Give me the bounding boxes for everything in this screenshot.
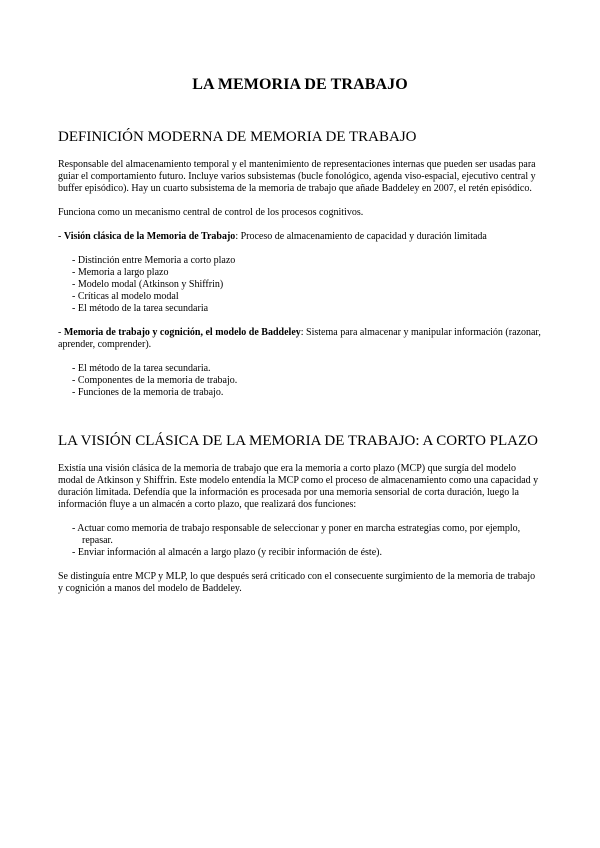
list-item: - Enviar información al almacén a largo plazo (y recibir información de éste).	[72, 547, 382, 558]
item-description: : Proceso de almacenamiento de capacidad y duración limitada	[235, 231, 487, 242]
paragraph-definicion: Responsable del almacenamiento temporal y el mantenimiento de representaciones internas que pueden ser usadas para guiar el comportamiento futuro. Incluye varios subsistemas (bucle fonológico, agenda viso-espacial, ejecutivo central y buffer episódico). Hay un cuarto subsistema de la memoria de trabajo que añade Baddeley en 2007, el retén episódico.	[58, 159, 536, 194]
section-heading-vision-clasica: LA VISIÓN CLÁSICA DE LA MEMORIA DE TRABAJO: A CORTO PLAZO	[58, 433, 538, 449]
section-heading-definicion: DEFINICIÓN MODERNA DE MEMORIA DE TRABAJO	[58, 129, 417, 145]
list-item: - Actuar como memoria de trabajo responsable de seleccionar y poner en marcha estrategias como, por ejemplo, repasar.	[72, 523, 521, 546]
item-description: : Sistema para almacenar y manipular información (razonar, aprender, comprender).	[58, 327, 541, 350]
item-bold-label: Visión clásica de la Memoria de Trabajo	[63, 231, 236, 242]
paragraph-mecanismo: Funciona como un mecanismo central de control de los procesos cognitivos.	[58, 207, 364, 218]
item-vision-clasica	[58, 231, 542, 243]
list-item: - Modelo modal (Atkinson y Shiffrin)	[72, 279, 224, 290]
document-title: LA MEMORIA DE TRABAJO	[192, 76, 408, 93]
item-prefix: -	[58, 231, 64, 242]
list-item: - Componentes de la memoria de trabajo.	[72, 375, 238, 386]
item-modelo-baddeley	[58, 327, 542, 351]
paragraph-vision-clasica: Existía una visión clásica de la memoria de trabajo que era la memoria a corto plazo (MCP) que surgía del modelo modal de Atkinson y Shiffrin. Este modelo entendía la MCP como el proceso de almacenamiento como una capacidad y duración limitada. Defendía que la información es procesada por una memoria sensorial de corta duración, luego la información fluye a un almacén a corto plazo, que realizará dos funciones:	[58, 463, 539, 510]
item-prefix: -	[58, 327, 64, 338]
item-bold-label: Memoria de trabajo y cognición, el modelo de Baddeley	[63, 327, 301, 338]
sublist-vision-clasica	[58, 255, 542, 315]
paragraph-mcp-mlp: Se distinguía entre MCP y MLP, lo que después será criticado con el consecuente surgimiento de la memoria de trabajo y cognición a manos del modelo de Baddeley.	[58, 571, 536, 594]
list-item: - Críticas al modelo modal	[72, 291, 179, 302]
list-funciones	[58, 523, 542, 559]
sublist-modelo-baddeley	[58, 363, 542, 399]
list-item: - El método de la tarea secundaria	[72, 303, 209, 314]
list-item: - El método de la tarea secundaria.	[72, 363, 211, 374]
list-item: - Memoria a largo plazo	[72, 267, 169, 278]
list-item: - Funciones de la memoria de trabajo.	[72, 387, 224, 398]
list-item: - Distinción entre Memoria a corto plazo	[72, 255, 236, 266]
